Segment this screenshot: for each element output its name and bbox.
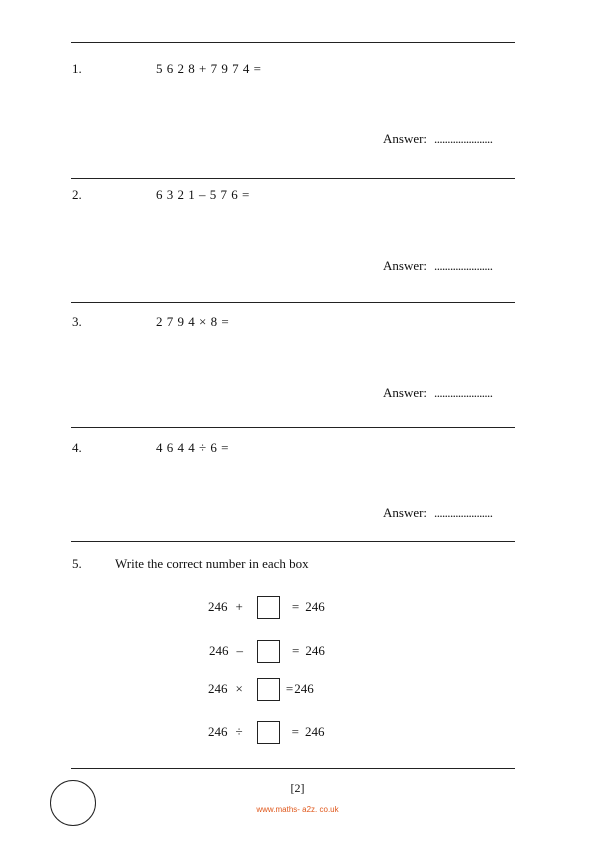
equation-left: 246 <box>208 681 228 696</box>
divider-line <box>71 42 515 43</box>
equation-right: 246 <box>304 724 325 739</box>
question-expression: 5 6 2 8 + 7 9 7 4 = <box>156 61 262 76</box>
answer-box[interactable] <box>257 721 280 744</box>
question-expression: 6 3 2 1 – 5 7 6 = <box>156 187 250 202</box>
divider-line <box>71 541 515 542</box>
divider-line <box>71 768 515 769</box>
question-number: 2. <box>72 187 82 202</box>
answer-box[interactable] <box>257 596 280 619</box>
answer-dots: ...................... <box>434 385 493 400</box>
question-number: 1. <box>72 61 82 76</box>
question-number: 5. <box>72 556 82 571</box>
equation-row <box>208 676 314 702</box>
answer-label: Answer: <box>383 131 428 146</box>
equation-row <box>209 638 325 664</box>
equation-left: 246 <box>209 643 229 658</box>
equation-left: 246 <box>208 599 228 614</box>
divider-line <box>71 178 515 179</box>
question-expression: 4 6 4 4 ÷ 6 = <box>156 440 229 455</box>
minus-operator: – <box>236 643 243 658</box>
answer-line[interactable] <box>383 258 492 274</box>
website-link[interactable]: www.maths- a2z. co.uk <box>256 805 339 814</box>
equation-right: 246 <box>294 681 314 696</box>
question-number: 3. <box>72 314 82 329</box>
divide-operator: ÷ <box>235 724 243 739</box>
equation-right: 246 <box>305 643 325 658</box>
plus-operator: + <box>235 599 243 614</box>
equation-row <box>208 594 325 620</box>
answer-line[interactable] <box>383 131 492 147</box>
answer-line[interactable] <box>383 505 492 521</box>
multiply-operator: × <box>235 681 243 696</box>
question-expression: 2 7 9 4 × 8 = <box>156 314 230 329</box>
answer-dots: ...................... <box>434 505 493 520</box>
equation-right: 246 <box>305 599 325 614</box>
equation-left: 246 <box>208 724 228 739</box>
answer-label: Answer: <box>383 258 428 273</box>
question-instruction: Write the correct number in each box <box>115 556 309 571</box>
question-number: 4. <box>72 440 82 455</box>
answer-line[interactable] <box>383 385 492 401</box>
answer-label: Answer: <box>383 505 428 520</box>
equals-sign: = <box>292 643 300 658</box>
page-number: [2] <box>290 781 305 795</box>
answer-dots: ...................... <box>434 131 493 146</box>
answer-box[interactable] <box>257 678 280 701</box>
answer-box[interactable] <box>257 640 280 663</box>
equation-row <box>208 719 324 745</box>
equals-sign: = <box>285 681 294 696</box>
divider-line <box>71 427 515 428</box>
equals-sign: = <box>291 724 299 739</box>
equals-sign: = <box>291 599 300 614</box>
answer-label: Answer: <box>383 385 428 400</box>
answer-dots: ...................... <box>434 258 493 273</box>
divider-line <box>71 302 515 303</box>
